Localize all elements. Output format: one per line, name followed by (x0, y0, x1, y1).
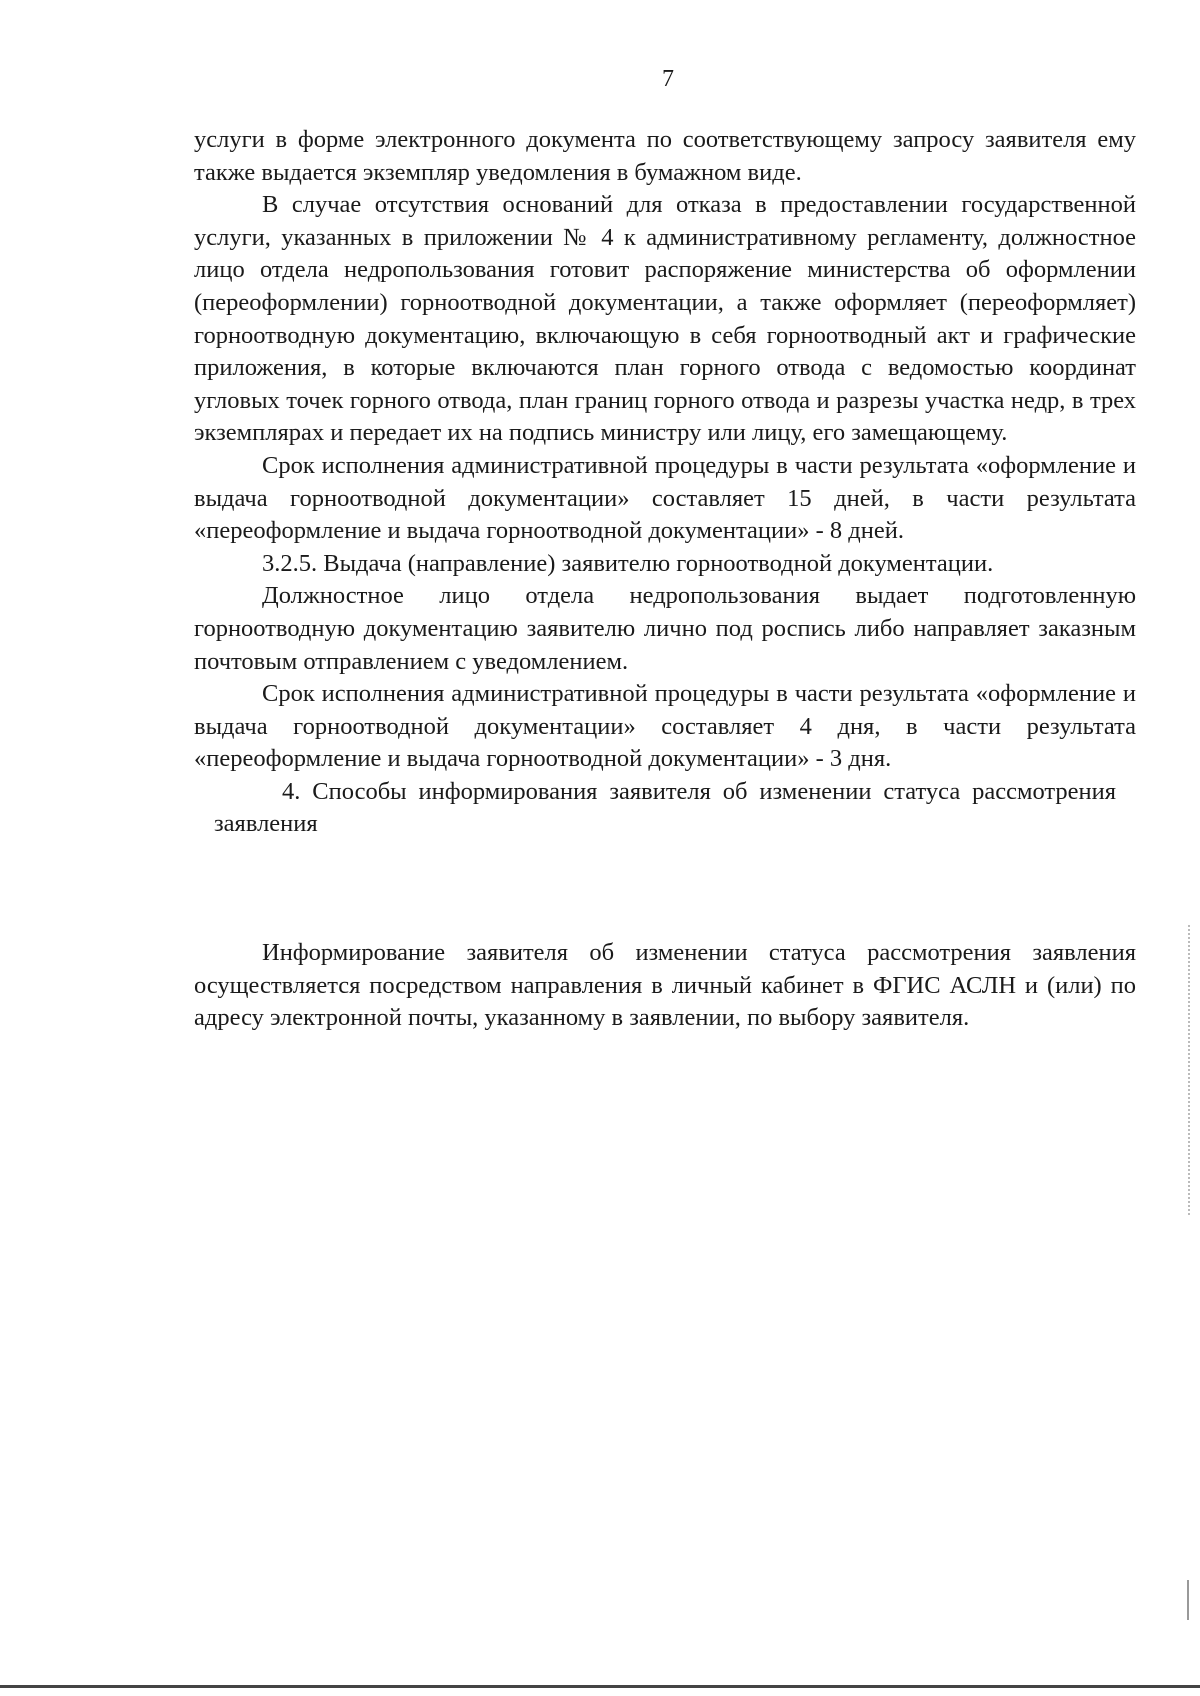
scan-margin-dots (1188, 925, 1192, 1215)
scan-bottom-edge (0, 1685, 1200, 1688)
paragraph-continuation: услуги в форме электронного документа по соответствующему запросу заявителя ему также выдается экземпляр уведомления в бумажном виде. (194, 126, 1136, 186)
paragraph-informing: Информирование заявителя об изменении статуса рассмотрения заявления осуществляется посредством направления в личный кабинет в ФГИС АСЛН и (или) по адресу электронной почты, указанному в заявлении, по выбору заявителя. (194, 939, 1136, 1032)
paragraph-term-issuance: Срок исполнения административной процедуры в части результата «оформление и выдача горноотводной документации» составляет 4 дня, в части результата «переоформление и выдача горноотводной документации» - 3 дня. (194, 680, 1136, 773)
section-4-heading: 4. Способы информирования заявителя об изменении статуса рассмотрения заявления (214, 777, 1116, 838)
paragraph-term-preparation: Срок исполнения административной процедуры в части результата «оформление и выдача горноотводной документации» составляет 15 дней, в части результата «переоформление и выдача горноотводной документации» - 8 дней. (194, 451, 1136, 545)
subsection-3-2-5-title: 3.2.5. Выдача (направление) заявителю горноотводной документации. (262, 549, 994, 577)
page-number: 7 (662, 66, 674, 92)
scan-margin-mark (1187, 1580, 1189, 1620)
paragraph-issuance: Должностное лицо отдела недропользования выдает подготовленную горноотводную документацию заявителю лично под роспись либо направляет заказным почтовым отправлением с уведомлением. (194, 582, 1136, 675)
paragraph-refusal-absence: В случае отсутствия оснований для отказа в предоставлении государственной услуги, указанных в приложении № 4 к административному регламенту, должностное лицо отдела недропользования готовит распоряжение министерства об оформлении (переоформлении) горноотводной документации, а также оформляет (переоформляет) горноотводную документацию, включающую в себя горноотводный акт и графические приложения, в которые включаются план горного отвода с ведомостью координат угловых точек горного отвода, план границ горного отвода и разрезы участка недр, в трех экземплярах и передает их на подпись министру или лицу, его замещающему. (194, 191, 1136, 447)
document-body (194, 124, 1136, 1035)
